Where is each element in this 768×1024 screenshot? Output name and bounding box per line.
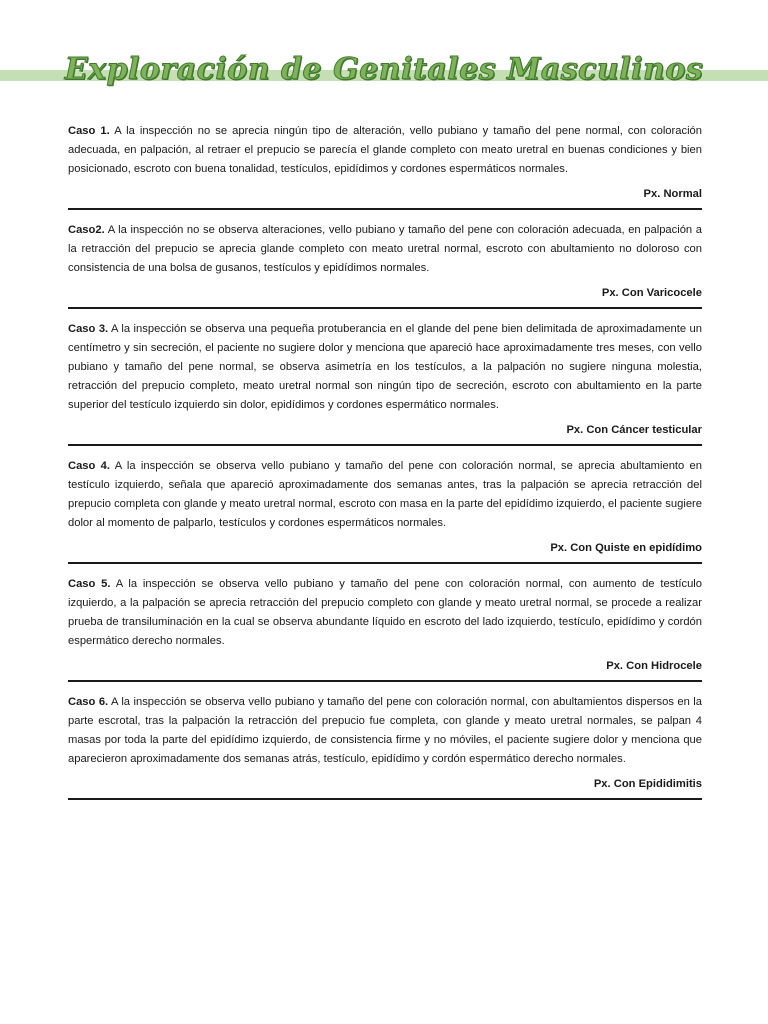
case-description	[68, 320, 702, 415]
case-1	[68, 118, 702, 210]
case-label: Caso 3.	[68, 323, 109, 335]
case-2	[68, 217, 702, 309]
page-title: Exploración de Genitales Masculinos	[64, 52, 704, 87]
case-result: Px. Normal	[643, 188, 702, 200]
case-result: Px. Con Epididimitis	[593, 778, 702, 790]
case-description	[68, 575, 702, 651]
case-3	[68, 316, 702, 446]
case-description	[68, 221, 702, 278]
case-text: A la inspección se observa vello pubiano y tamaño del pene con coloración normal, con abultamientos dispersos en la parte escrotal, tras la palpación la retracción del prepucio fue completa, con glande y meato uretral normales, se palpan 4 masas por toda la parte del epidídimo izquierdo, de consistencia firme y no móviles, el paciente sugiere dolor y menciona que aparecieron aproximadamente dos semanas atrás, testículo, epidídimo y cordón espermático derecho normales.	[68, 696, 703, 765]
case-4	[68, 453, 702, 564]
case-text: A la inspección se observa vello pubiano y tamaño del pene con coloración normal, se aprecia abultamiento en testículo izquierdo, señala que apareció aproximadamente dos semanas antes, tras la palpación se aprecia retracción del prepucio completa con glande y meato uretral normal, escroto con masa en la parte del epidídimo izquierdo, el paciente sugiere dolor al momento de palparlo, testículos y cordones espermáticos normales.	[68, 460, 702, 529]
case-list	[68, 118, 702, 807]
case-result: Px. Con Cáncer testicular	[566, 424, 702, 436]
case-text: A la inspección no se aprecia ningún tipo de alteración, vello pubiano y tamaño del pene normal, con coloración adecuada, en palpación, al retraer el prepucio se parecía el glande completo con meato uretral en buenas condiciones y bien posicionado, escroto con buena tonalidad, testículos, epidídimos y cordones espermáticos normales.	[68, 125, 703, 175]
case-label: Caso 6.	[68, 696, 109, 708]
case-6	[68, 689, 702, 800]
case-text: A la inspección no se observa alteraciones, vello pubiano y tamaño del pene con coloración adecuada, en palpación a la retracción del prepucio se aprecia glande completo con meato uretral normal, escroto con abultamiento no doloroso con consistencia de una bolsa de gusanos, testículos y epidídimos normales.	[68, 224, 702, 274]
case-text: A la inspección se observa una pequeña protuberancia en el glande del pene bien delimitada de aproximadamente un centímetro y sin secreción, el paciente no sugiere dolor y menciona que apareció hace aproximadamente tres meses, con vello pubiano y tamaño del pene normal, se observa asimetría en los testículos, a la palpación no sugiere ninguna molestia, retracción del prepucio completo, meato uretral normal son ningún tipo de secreción, escroto con abultamiento en la parte superior del testículo izquierdo sin dolor, epidídimos y cordones espermático normales.	[68, 323, 703, 411]
case-label: Caso 1.	[68, 125, 110, 137]
case-5	[68, 571, 702, 682]
case-label: Caso 4.	[68, 460, 111, 472]
case-result: Px. Con Quiste en epidídimo	[550, 542, 702, 554]
case-text: A la inspección se observa vello pubiano y tamaño del pene con coloración normal, con aumento de testículo izquierdo, a la palpación se aprecia retracción del prepucio completo con glande y meato uretral normal, se procede a realizar prueba de transiluminación en la cual se observa abundante líquido en escroto del lado izquierdo, testículo, epidídimo y cordón espermático derecho normales.	[68, 578, 702, 647]
case-description	[68, 122, 702, 179]
page-header	[0, 52, 768, 98]
case-label: Caso2.	[68, 224, 105, 236]
case-description	[68, 693, 702, 769]
case-label: Caso 5.	[68, 578, 111, 590]
case-description	[68, 457, 702, 533]
case-result: Px. Con Hidrocele	[606, 660, 702, 672]
case-result: Px. Con Varicocele	[601, 287, 702, 299]
